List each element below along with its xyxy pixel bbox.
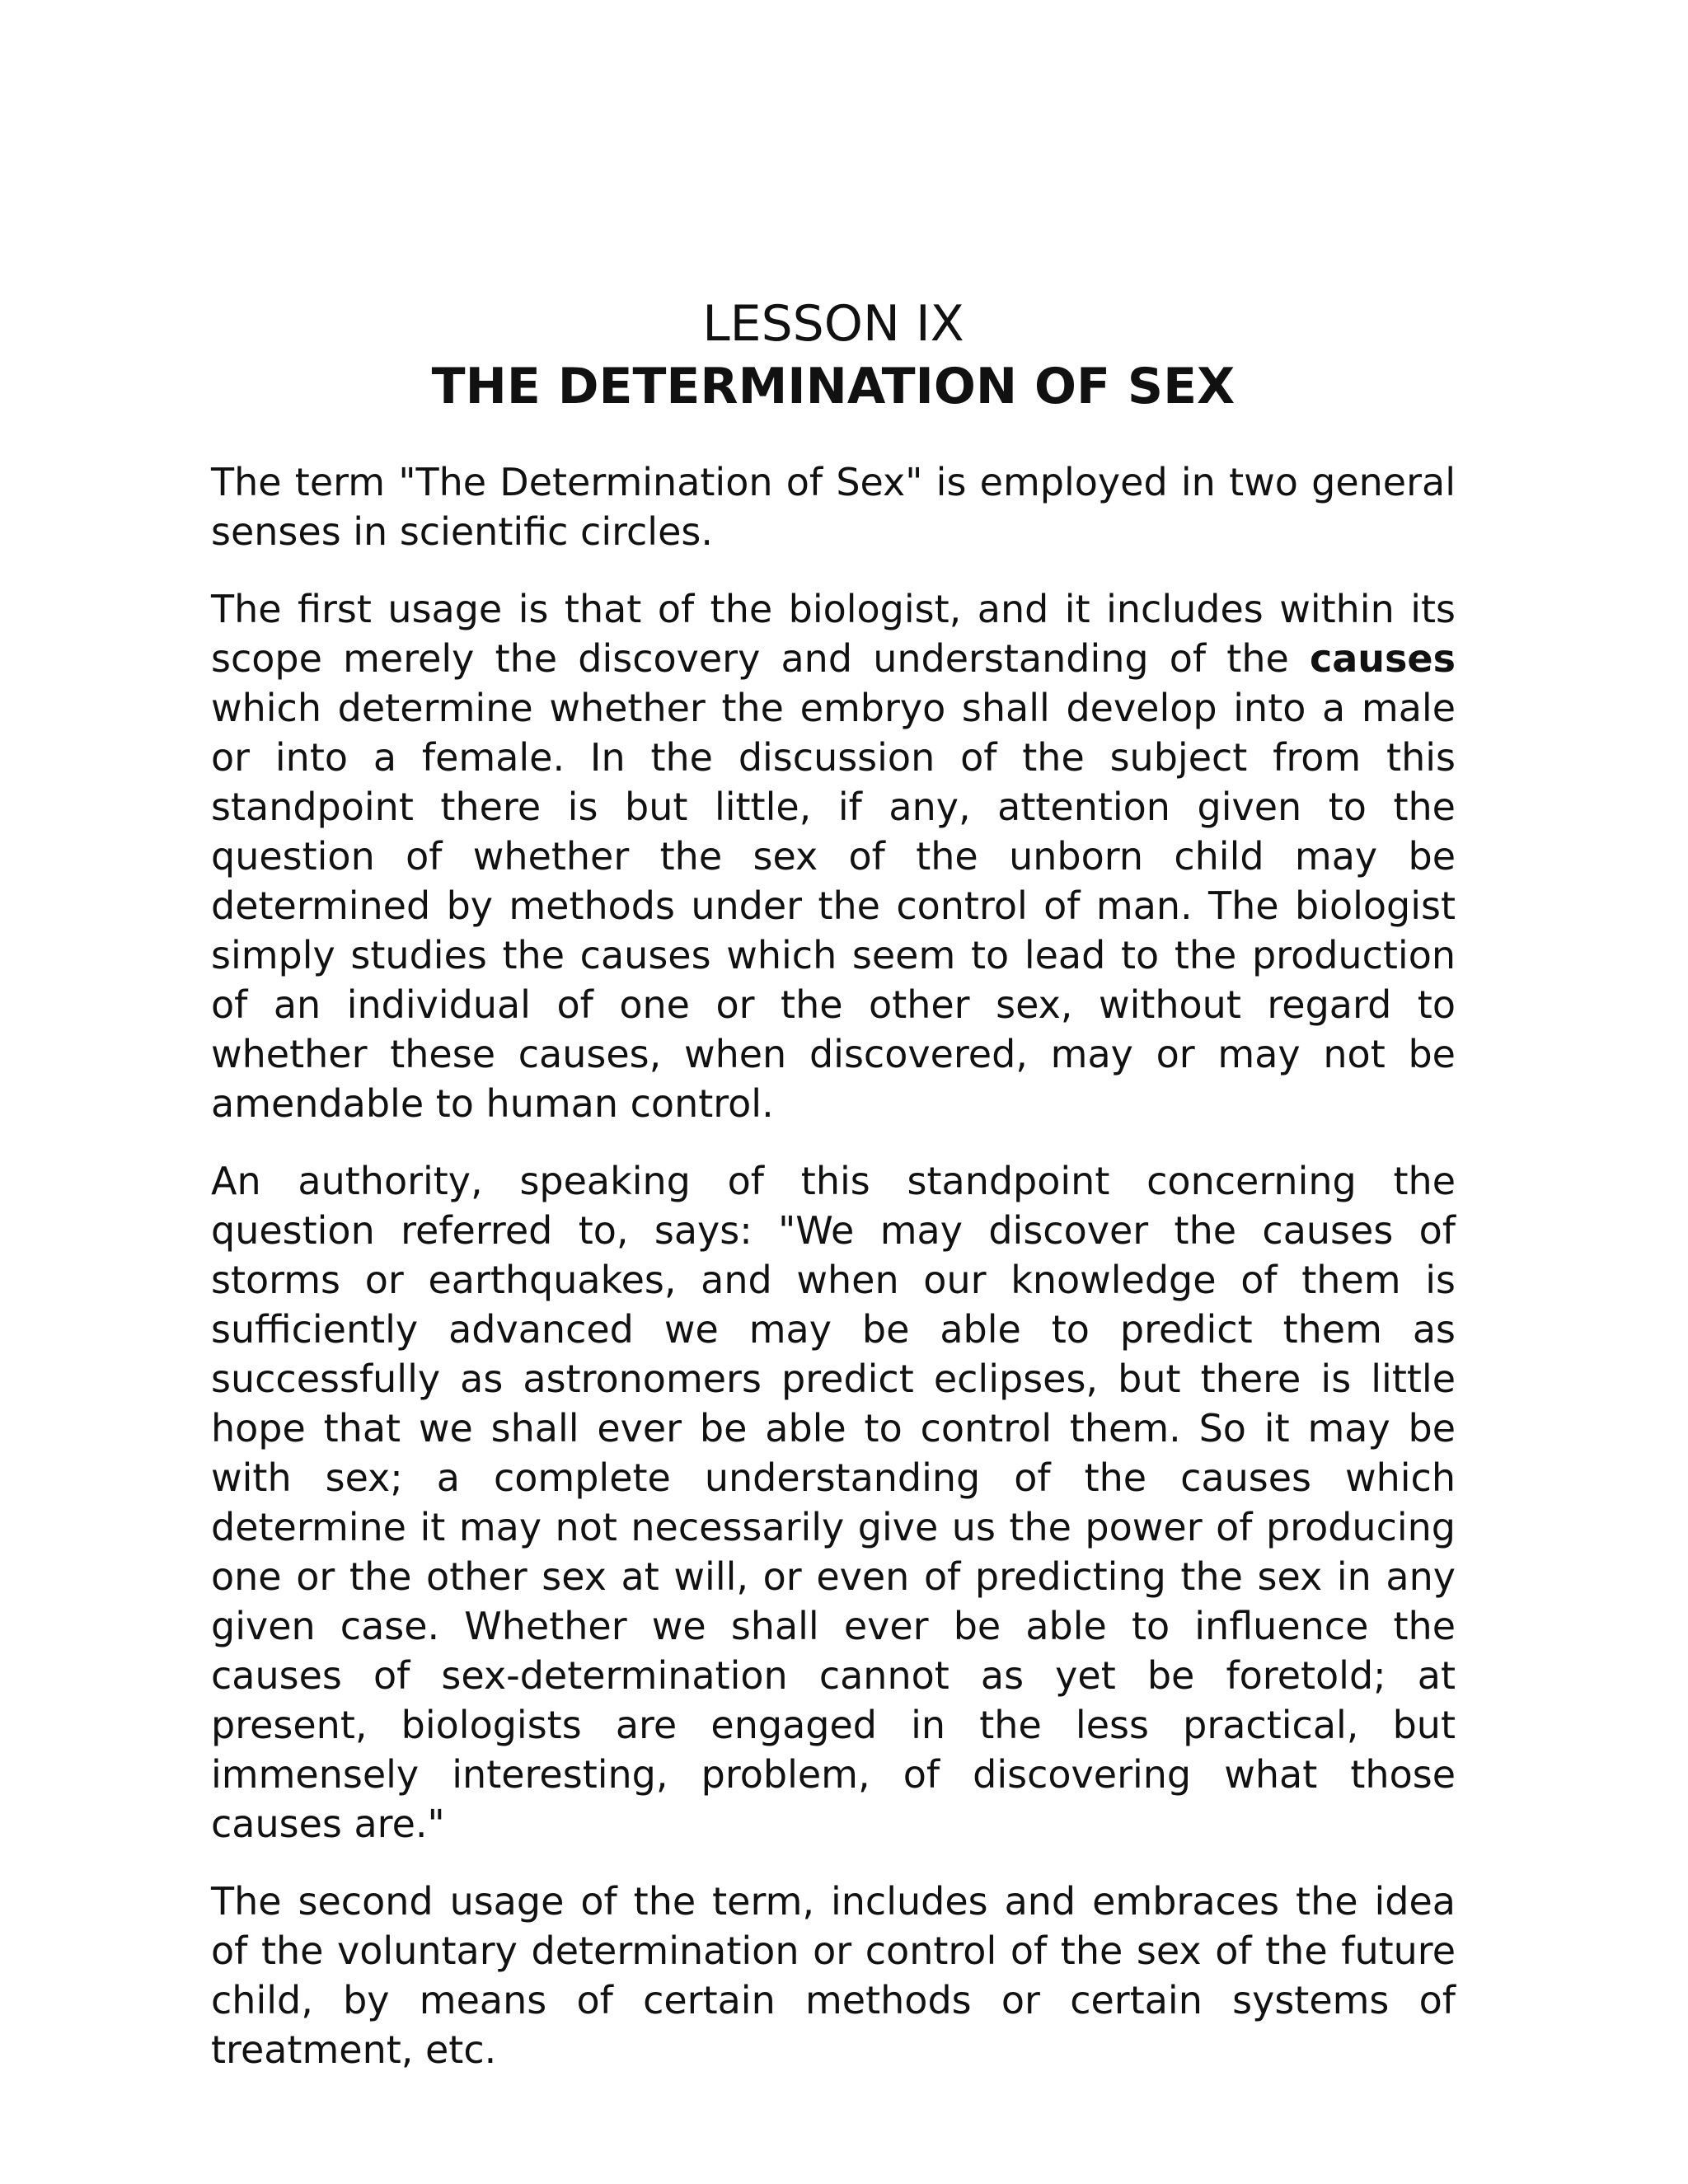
lesson-title: THE DETERMINATION OF SEX — [431, 358, 1236, 415]
lesson-number: LESSON IX — [702, 295, 964, 353]
paragraph-2-text-start: The first usage is that of the biologist, and it includes within its scope merely the discovery and understanding of the — [211, 587, 1456, 681]
paragraph-4: The second usage of the term, includes and embraces the idea of the voluntary determination or control of the sex of the future child, by means of certain methods or certain systems of treatment, etc. — [211, 1879, 1456, 2072]
document-page — [211, 293, 1456, 2102]
paragraph-2-bold-word: causes — [1309, 636, 1456, 681]
paragraph-3: An authority, speaking of this standpoint concerning the question referred to, says: "We may discover the causes of storms or earthquakes, and when our knowledge of them is sufficiently advanced we may be able to predict them as successfully as astronomers predict eclipses, but there is little hope that we shall ever be able to control them. So it may be with sex; a complete understanding of the causes which determine it may not necessarily give us the power of producing one or the other sex at will, or even of predicting the sex in any given case. Whether we shall ever be able to influence the causes of sex-determination cannot as yet be foretold; at present, biologists are engaged in the less practical, but immensely interesting, problem, of discovering what those causes are." — [211, 1159, 1456, 1846]
paragraph-2 — [211, 584, 1456, 1128]
paragraph-1: The term "The Determination of Sex" is employed in two general senses in scientific circles. — [211, 460, 1456, 554]
paragraph-2-text-end: which determine whether the embryo shall develop into a male or into a female. In the discussion of the subject from this standpoint there is but little, if any, attention given to the question of whether the sex of the unborn child may be determined by methods under the control of man. The biologist simply studies the causes which seem to lead to the production of an individual of one or the other sex, without regard to whether these causes, when discovered, may or may not be amendable to human control. — [211, 686, 1456, 1126]
